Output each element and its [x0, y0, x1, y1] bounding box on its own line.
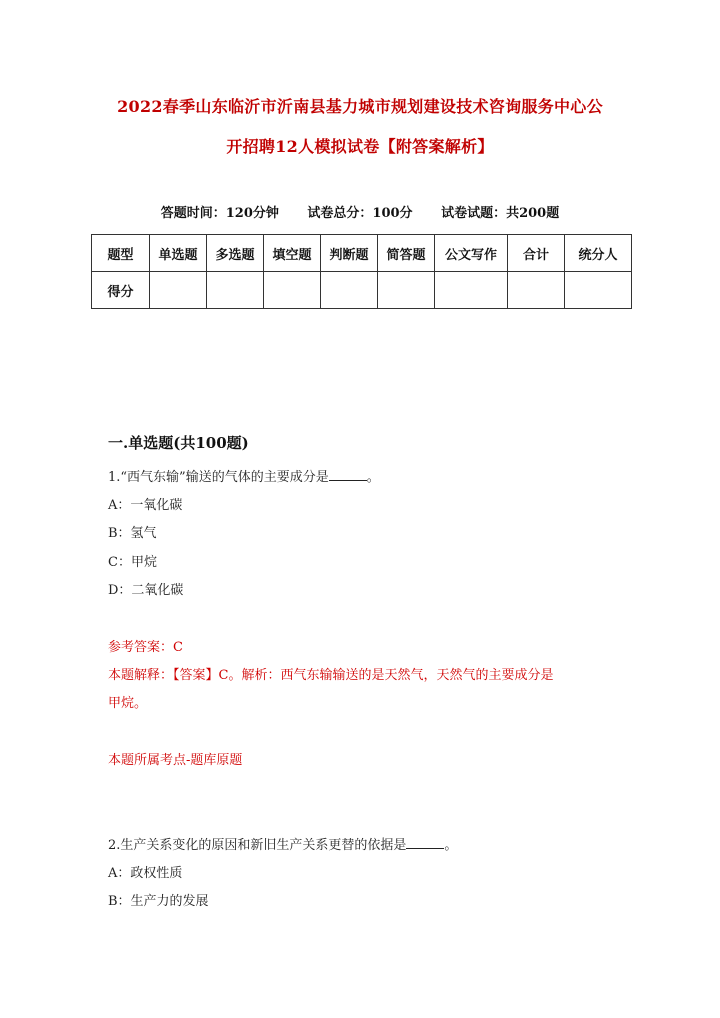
question-1-source: 本题所属考点-题库原题 — [108, 753, 243, 768]
score-cell — [378, 272, 435, 309]
header-cell-writing: 公文写作 — [435, 235, 508, 272]
header-cell-fill: 填空题 — [264, 235, 321, 272]
header-cell-scorer: 统分人 — [565, 235, 632, 272]
question-1-answer: 参考答案：C — [108, 640, 183, 655]
answer-blank — [329, 468, 367, 481]
question-1-explanation-line-2: 甲烷。 — [108, 696, 148, 711]
header-cell-single: 单选题 — [150, 235, 207, 272]
header-cell-total: 合计 — [508, 235, 565, 272]
question-1-option-a: A：一氧化碳 — [108, 498, 183, 513]
score-table — [91, 234, 632, 309]
exam-info — [0, 202, 720, 221]
header-cell-type: 题型 — [92, 235, 150, 272]
exam-question-count: 试卷试题：共200题 — [441, 206, 560, 221]
document-title-line-1: 2022春季山东临沂市沂南县基力城市规划建设技术咨询服务中心公 — [117, 97, 603, 116]
question-1-stem-text: 1.“西气东输”输送的气体的主要成分是 — [108, 470, 329, 485]
exam-total-score: 试卷总分：100分 — [307, 206, 413, 221]
question-2-option-b: B：生产力的发展 — [108, 894, 209, 909]
document-title-line-2: 开招聘12人模拟试卷【附答案解析】 — [226, 137, 494, 156]
question-1-stem — [108, 466, 380, 485]
score-table-score-row — [92, 272, 632, 309]
score-cell — [435, 272, 508, 309]
score-cell — [321, 272, 378, 309]
score-cell — [264, 272, 321, 309]
score-cell — [207, 272, 264, 309]
score-cell — [565, 272, 632, 309]
score-cell — [508, 272, 565, 309]
header-cell-judge: 判断题 — [321, 235, 378, 272]
question-2-stem — [108, 834, 457, 853]
question-1-stem-end: 。 — [366, 470, 380, 485]
question-2-option-a: A：政权性质 — [108, 866, 183, 881]
header-cell-short: 简答题 — [378, 235, 435, 272]
answer-blank — [406, 836, 444, 849]
question-2-stem-end: 。 — [444, 838, 458, 853]
score-table-header-row — [92, 235, 632, 272]
header-cell-multi: 多选题 — [207, 235, 264, 272]
score-row-label: 得分 — [92, 272, 150, 309]
question-1-option-d: D：二氧化碳 — [108, 583, 184, 598]
score-cell — [150, 272, 207, 309]
question-1-option-c: C：甲烷 — [108, 555, 157, 570]
question-2-stem-text: 2.生产关系变化的原因和新旧生产关系更替的依据是 — [108, 838, 407, 853]
section-title: 一.单选题(共100题) — [108, 434, 249, 452]
question-1-explanation-line-1: 本题解释：【答案】C。解析：西气东输输送的是天然气，天然气的主要成分是 — [108, 668, 554, 683]
exam-time: 答题时间：120分钟 — [160, 206, 279, 221]
question-1-option-b: B：氢气 — [108, 526, 157, 541]
